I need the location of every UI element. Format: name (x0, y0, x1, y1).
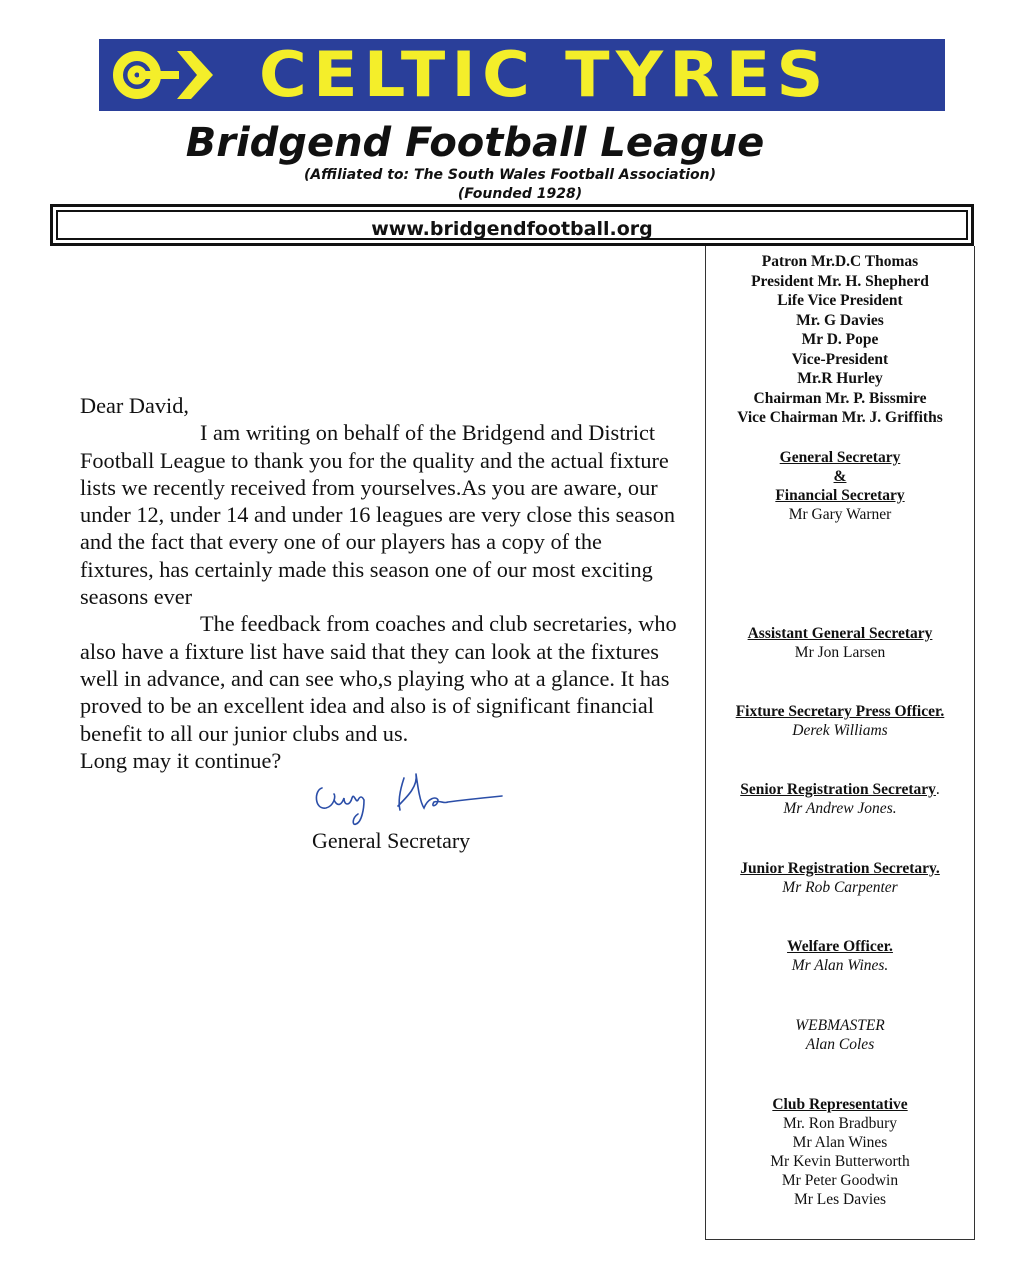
handwritten-signature (312, 770, 512, 830)
officer-line: President Mr. H. Shepherd (751, 272, 929, 290)
ampersand: & (833, 468, 847, 485)
officer-line: Chairman Mr. P. Bissmire (753, 389, 927, 407)
officer-line: Mr. G Davies (796, 311, 884, 329)
rep-name: Mr Kevin Butterworth (770, 1153, 910, 1170)
section-heading: General Secretary (779, 449, 901, 466)
officer-line: Mr D. Pope (801, 331, 879, 348)
rep-name: Mr. Ron Bradbury (782, 1115, 898, 1132)
section-heading: Welfare Officer. (787, 938, 893, 955)
rep-name: Mr Les Davies (793, 1191, 887, 1208)
officer-name: Derek Williams (792, 722, 888, 739)
officer-name: Mr Rob Carpenter (782, 879, 898, 896)
closing-line: Long may it continue? (80, 747, 282, 773)
section-heading: WEBMASTER (795, 1017, 885, 1034)
officer-line: Mr.R Hurley (797, 370, 883, 387)
officer-name: Mr Andrew Jones. (783, 800, 897, 817)
rep-name: Mr Alan Wines (792, 1134, 888, 1151)
affiliation-line (0, 167, 930, 183)
signatory-title: General Secretary (312, 828, 471, 853)
letter-body (80, 392, 680, 774)
league-title: Bridgend Football League (185, 120, 765, 166)
c-arrow-logo-icon (109, 47, 239, 103)
website-box (50, 204, 974, 246)
officer-name: Mr Jon Larsen (794, 644, 886, 661)
sponsor-banner (99, 39, 945, 111)
website-url[interactable]: www.bridgendfootball.org (371, 218, 653, 240)
officers-top-list (706, 252, 974, 428)
officer-line: Life Vice President (777, 292, 903, 309)
salutation: Dear David, (80, 393, 189, 418)
letter-paragraph: I am writing on behalf of the Bridgend and District Football League to thank you for the quality and the actual fixture lists we recently received from yourselves.As you are aware, our under 12, under 14 and under 16 leagues are very close this season and the fact that every one of our players has a copy of the fixtures, has certainly made this season one of our most exciting seasons ever (80, 420, 676, 610)
section-heading: Junior Registration Secretary. (740, 860, 940, 877)
rep-name: Mr Peter Goodwin (781, 1172, 899, 1189)
webmaster-section (706, 1016, 974, 1054)
section-heading: Club Representative (772, 1096, 908, 1113)
heading-suffix: . (935, 781, 940, 798)
welfare-officer-section (706, 937, 974, 975)
officer-line: Vice-President (791, 350, 889, 368)
fixture-secretary-section (706, 702, 974, 740)
affiliation-text: (Affiliated to: The South Wales Football Association) (303, 167, 717, 183)
officer-name: Mr Alan Wines. (791, 957, 889, 974)
founded-line: (Founded 1928) (457, 186, 583, 202)
assistant-secretary-section (706, 624, 974, 662)
officer-line: Patron Mr.D.C Thomas (761, 253, 919, 270)
officer-name: Mr Gary Warner (788, 506, 892, 523)
sponsor-brand-name: CELTIC TYRES (259, 38, 830, 111)
general-secretary-section (706, 448, 974, 524)
officer-line: Vice Chairman Mr. J. Griffiths (737, 409, 943, 426)
officer-name: Alan Coles (805, 1036, 875, 1053)
officers-panel (705, 246, 975, 1240)
junior-registration-section (706, 859, 974, 897)
letter-paragraph: The feedback from coaches and club secretaries, who also have a fixture list have said that they can look at the fixtures well in advance, and can see who,s playing who at a glance. It has proved to be an excellent idea and also is of significant financial benefit to all our junior clubs and us. (80, 611, 677, 746)
club-representative-section (706, 1095, 974, 1209)
section-heading: Financial Secretary (775, 487, 905, 504)
section-heading: Senior Registration Secretary (740, 781, 936, 798)
senior-registration-section (706, 780, 974, 818)
section-heading: Fixture Secretary Press Officer. (735, 703, 945, 720)
section-heading: Assistant General Secretary (747, 625, 933, 642)
